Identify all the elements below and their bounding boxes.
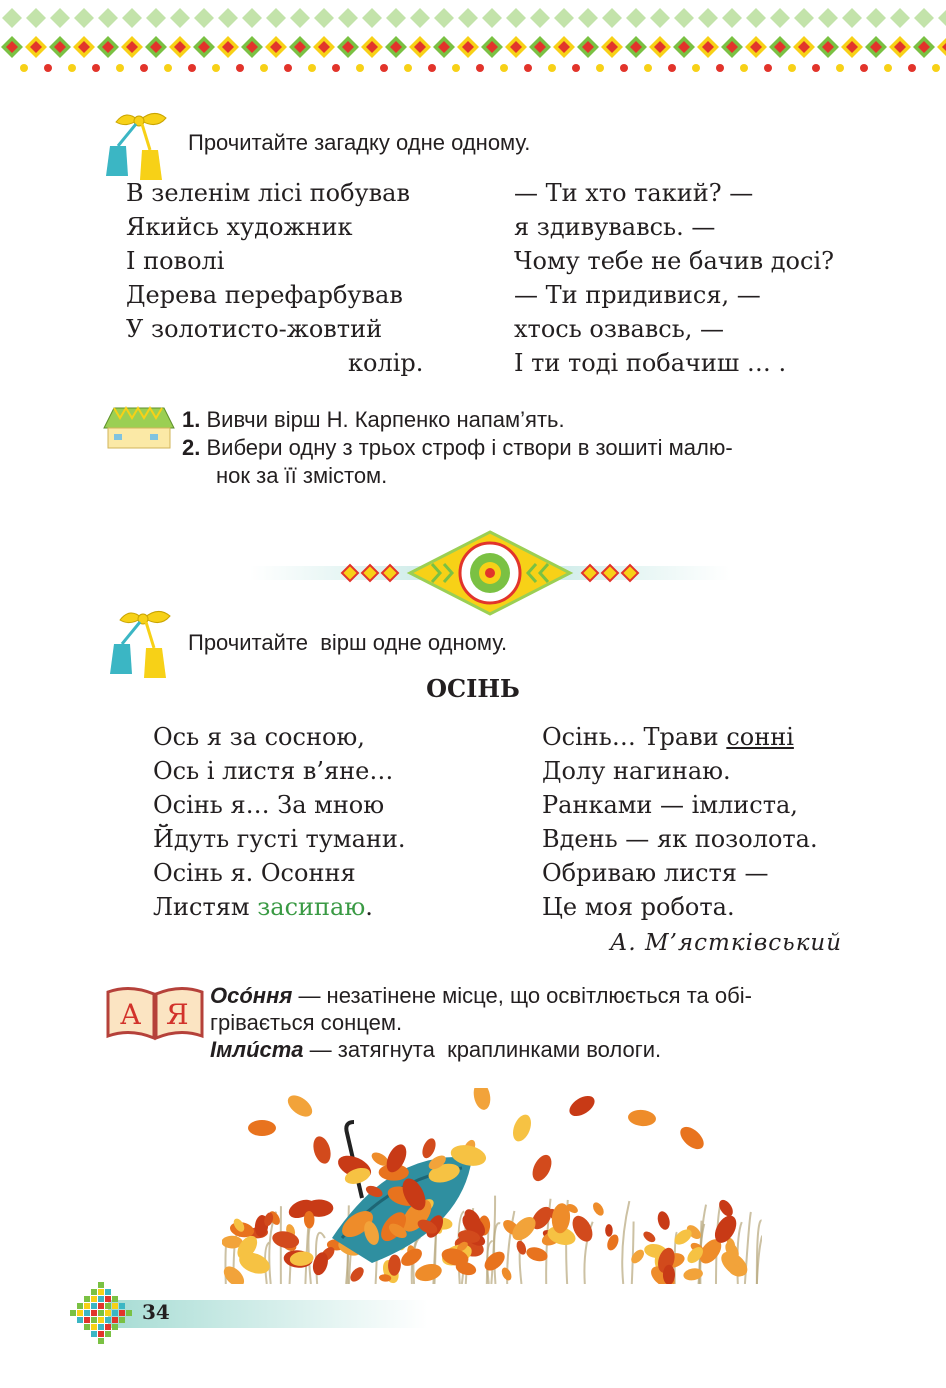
book-icon [104,982,206,1042]
poem-line: Долу нагинаю. [542,757,731,785]
poem-line: Ось і листя в’яне… [153,757,394,785]
glossary-entry [210,982,890,1009]
house-icon [100,404,178,452]
riddle-left-column [126,176,466,380]
poem-left-column [153,720,513,924]
letter-a: А [120,998,142,1031]
glossary-definition-continuation: грівається сонцем. [210,1010,403,1035]
poem-title: ОСІНЬ [426,674,520,703]
riddle-line: В зеленім лісі побував [126,179,410,207]
task-list [182,406,902,490]
riddle-line: — Ти хто такий? — [514,179,754,207]
riddle-line: Чому тебе не бачив досі? [514,247,834,275]
riddle-line: Якийсь художник [126,213,353,241]
task-item [182,406,902,434]
poem-line: Ось я за сосною, [153,723,365,751]
glossary-term: Імлúста [210,1037,304,1062]
underlined-word: сонні [726,723,794,751]
glossary-definition: — незатінене місце, що освітлюється та обі- [292,983,752,1008]
tassel-icon [100,602,180,682]
poem-line: Листям засипаю. [153,893,373,921]
poem-line: Обриваю листя — [542,859,769,887]
riddle-line: У золотисто-жовтий [126,315,383,343]
task-text: Вибери одну з трьох строф і створи в зошиті малю- [206,435,733,460]
glossary [210,982,890,1063]
glossary-entry [210,1036,890,1063]
riddle-line: хтось озвавсь, — [514,315,725,343]
footer-ornament [68,1276,428,1350]
poem-line: Йдуть густі тумани. [153,825,406,853]
riddle-line: я здивувавсь. — [514,213,716,241]
glossary-definition: — затягнута краплинками вологи. [303,1037,662,1062]
poem-right-column [542,720,902,924]
task-number: 1. [182,407,201,432]
riddle-instruction: Прочитайте загадку одне одному. [188,130,531,155]
ornament-divider [250,528,730,618]
highlighted-word: засипаю [257,893,366,921]
tassel-icon [96,104,176,184]
riddle-line: Дерева перефарбував [126,281,403,309]
poem-line: Осінь я. Осоння [153,859,356,887]
riddle-line: — Ти придивися, — [514,281,761,309]
poem-line: Ранками — імлиста, [542,791,798,819]
riddle-right-column [514,176,894,380]
riddle-line: І ти тоді побачиш … . [514,349,787,377]
poem-line: Осінь я… За мною [153,791,385,819]
riddle-line: І поволі [126,247,225,275]
task-text: Вивчи вірш Н. Карпенко напам’ять. [206,407,565,432]
riddle-line: колір. [348,349,424,377]
poem-instruction: Прочитайте вірш одне одному. [188,630,508,655]
poem-line: Осінь… Трави сонні [542,723,794,751]
task-number: 2. [182,435,201,460]
poem-line: Вдень — як позолота. [542,825,818,853]
glossary-term: Осóння [210,983,293,1008]
autumn-umbrella-illustration [222,1088,762,1284]
letter-ya: Я [166,998,189,1031]
task-item [182,434,902,462]
task-item-continuation: нок за її змістом. [216,463,388,488]
top-ornament-border [0,0,946,85]
poem-line: Це моя робота. [542,893,735,921]
poem-author: А. М’ястківський [610,930,843,956]
page-number: 34 [142,1300,170,1324]
